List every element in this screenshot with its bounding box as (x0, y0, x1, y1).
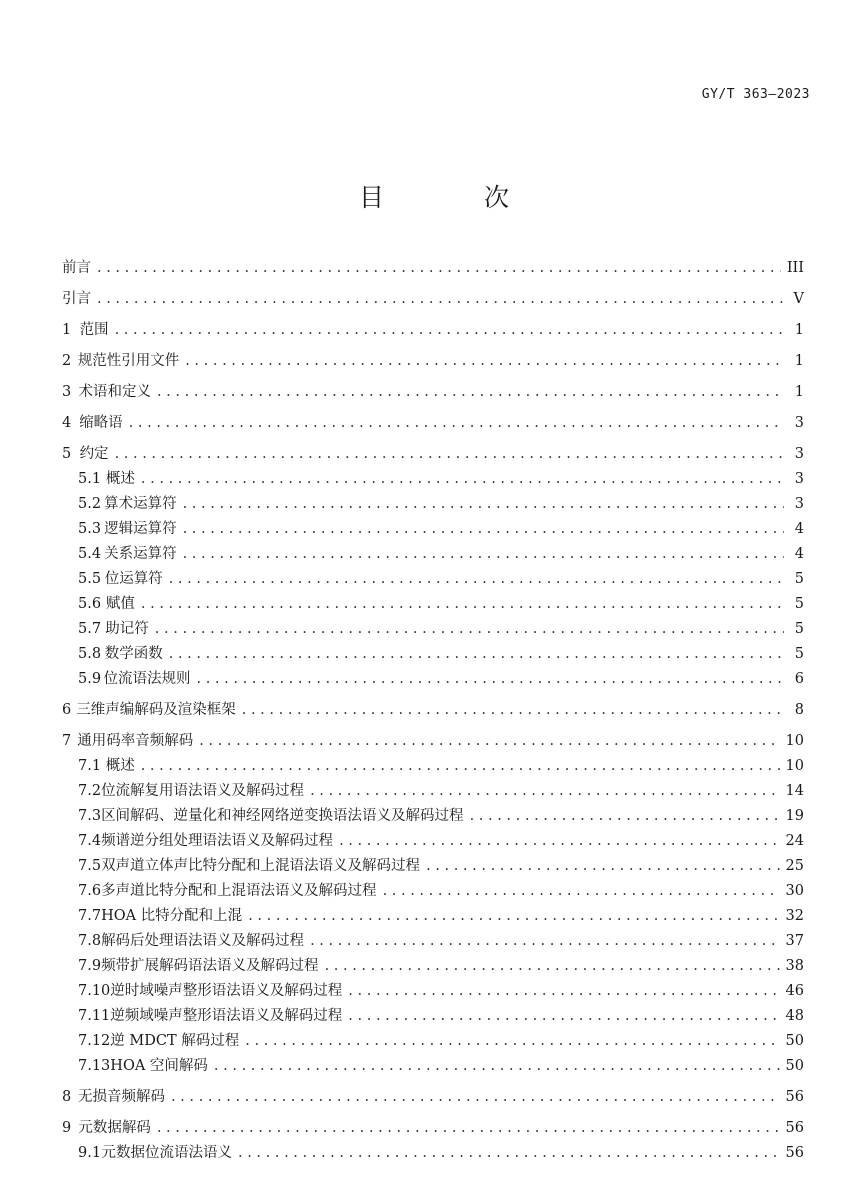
toc-entry[interactable] (62, 667, 804, 692)
toc-entry-page: 38 (785, 958, 804, 974)
toc-entry[interactable] (62, 442, 804, 467)
toc-entry[interactable] (62, 1141, 804, 1166)
table-of-contents (62, 256, 804, 1166)
toc-entry-page: 25 (785, 858, 804, 874)
dot-leader (155, 617, 784, 642)
toc-entry-number: 5 (62, 446, 72, 462)
toc-entry-label: 前言 (62, 260, 91, 276)
toc-entry[interactable] (62, 904, 804, 929)
toc-entry-label: 逆时域噪声整形语法语义及解码过程 (110, 983, 343, 999)
dot-leader (157, 1116, 780, 1141)
toc-entry-label: 缩略语 (79, 415, 123, 431)
dot-leader (183, 517, 784, 542)
toc-entry[interactable] (62, 542, 804, 567)
toc-entry[interactable] (62, 879, 804, 904)
dot-leader (141, 467, 784, 492)
toc-entry-number: 5.2 (78, 496, 102, 512)
toc-entry[interactable] (62, 467, 804, 492)
dot-leader (115, 318, 784, 343)
toc-entry-page: 48 (785, 1008, 804, 1024)
dot-leader (214, 1054, 780, 1079)
toc-entry-label: 频带扩展解码语法语义及解码过程 (101, 958, 319, 974)
toc-entry-page: 3 (794, 471, 804, 487)
dot-leader (141, 592, 784, 617)
dot-leader (339, 829, 779, 854)
toc-entry-label: 逻辑运算符 (104, 521, 177, 537)
toc-entry-number: 7 (62, 733, 72, 749)
toc-entry-label: 数学函数 (104, 646, 163, 662)
dot-leader (169, 642, 784, 667)
toc-entry[interactable] (62, 318, 804, 343)
toc-entry-number: 7.11 (78, 1008, 111, 1024)
toc-entry[interactable] (62, 954, 804, 979)
toc-entry-label: 通用码率音频解码 (77, 733, 194, 749)
toc-entry[interactable] (62, 979, 804, 1004)
toc-entry-page: 5 (794, 571, 804, 587)
dot-leader (141, 754, 780, 779)
toc-entry-number: 7.2 (78, 783, 102, 799)
toc-entry-label: 逆 MDCT 解码过程 (110, 1033, 240, 1049)
toc-entry-number: 8 (62, 1089, 72, 1105)
toc-entry[interactable] (62, 642, 804, 667)
toc-entry-number: 7.12 (78, 1033, 111, 1049)
toc-entry[interactable] (62, 1004, 804, 1029)
toc-entry-page: 24 (785, 833, 804, 849)
dot-leader (97, 287, 784, 312)
toc-entry-label: HOA 空间解码 (110, 1058, 208, 1074)
toc-entry[interactable] (62, 411, 804, 436)
dot-leader (238, 1141, 780, 1166)
toc-entry-page: 56 (785, 1089, 804, 1105)
toc-entry[interactable] (62, 854, 804, 879)
toc-entry[interactable] (62, 929, 804, 954)
dot-leader (310, 929, 779, 954)
toc-entry[interactable] (62, 1116, 804, 1141)
toc-entry-number: 5.4 (78, 546, 102, 562)
toc-entry-page: 5 (794, 621, 804, 637)
dot-leader (157, 380, 784, 405)
dot-leader (199, 729, 779, 754)
toc-entry-page: 3 (794, 496, 804, 512)
toc-entry-page: 50 (785, 1033, 804, 1049)
toc-entry-page: 56 (785, 1145, 804, 1161)
toc-entry-page: 37 (785, 933, 804, 949)
dot-leader (171, 1085, 780, 1110)
toc-entry-number: 7.4 (78, 833, 102, 849)
toc-entry-number: 5.5 (78, 571, 102, 587)
dot-leader (185, 349, 784, 374)
toc-entry-page: 50 (785, 1058, 804, 1074)
dot-leader (245, 1029, 779, 1054)
toc-entry-number: 7.3 (78, 808, 102, 824)
toc-entry[interactable] (62, 729, 804, 754)
toc-entry[interactable] (62, 256, 804, 281)
toc-entry[interactable] (62, 517, 804, 542)
toc-entry-number: 3 (62, 384, 72, 400)
dot-leader (348, 1004, 779, 1029)
toc-entry-number: 7.7 (78, 908, 102, 924)
toc-entry[interactable] (62, 779, 804, 804)
toc-entry-number: 2 (62, 353, 72, 369)
dot-leader (197, 667, 785, 692)
toc-entry-label: 术语和定义 (78, 384, 151, 400)
toc-entry-label: 多声道比特分配和上混语法语义及解码过程 (101, 883, 377, 899)
toc-entry[interactable] (62, 829, 804, 854)
toc-entry-label: 逆频域噪声整形语法语义及解码过程 (110, 1008, 343, 1024)
toc-entry-number: 5.6 (78, 596, 102, 612)
toc-entry[interactable] (62, 804, 804, 829)
toc-entry-page: 6 (794, 671, 804, 687)
toc-entry-page: 32 (785, 908, 804, 924)
toc-entry-label: 区间解码、逆量化和神经网络逆变换语法语义及解码过程 (101, 808, 464, 824)
toc-entry-page: III (786, 260, 804, 276)
toc-entry-page: 5 (794, 646, 804, 662)
toc-entry-page: 1 (794, 384, 804, 400)
toc-entry-number: 7.5 (78, 858, 102, 874)
toc-entry-page: 8 (794, 702, 804, 718)
toc-entry-label: 位流语法规则 (103, 671, 191, 687)
toc-entry-label: 元数据位流语法语义 (101, 1145, 232, 1161)
toc-entry-label: 范围 (79, 322, 109, 338)
toc-entry-label: 关系运算符 (104, 546, 177, 562)
dot-leader (470, 804, 780, 829)
toc-entry-label: 双声道立体声比特分配和上混语法语义及解码过程 (101, 858, 421, 874)
toc-entry-label: 引言 (62, 291, 91, 307)
toc-entry[interactable] (62, 380, 804, 405)
dot-leader (242, 698, 784, 723)
dot-leader (310, 779, 779, 804)
toc-entry-number: 5.8 (78, 646, 102, 662)
toc-entry[interactable] (62, 592, 804, 617)
toc-entry[interactable] (62, 567, 804, 592)
toc-entry-page: 1 (794, 322, 804, 338)
toc-entry-page: 3 (794, 446, 804, 462)
dot-leader (325, 954, 780, 979)
toc-entry-page: 14 (785, 783, 804, 799)
toc-entry-page: 30 (785, 883, 804, 899)
toc-entry-page: 4 (794, 546, 804, 562)
dot-leader (169, 567, 784, 592)
toc-entry-label: 无损音频解码 (77, 1089, 165, 1105)
toc-entry-label: 解码后处理语法语义及解码过程 (101, 933, 305, 949)
toc-entry-page: 10 (785, 733, 804, 749)
toc-entry-page: 10 (785, 758, 804, 774)
toc-entry[interactable] (62, 1085, 804, 1110)
toc-entry-label: 频谱逆分组处理语法语义及解码过程 (101, 833, 334, 849)
dot-leader (348, 979, 779, 1004)
toc-entry-page: V (793, 291, 804, 307)
toc-entry-number: 9 (62, 1120, 72, 1136)
dot-leader (383, 879, 780, 904)
toc-entry-label: 三维声编解码及渲染框架 (76, 702, 236, 718)
dot-leader (97, 256, 781, 281)
toc-entry-number: 5.3 (78, 521, 102, 537)
toc-entry-page: 4 (794, 521, 804, 537)
toc-entry-number: 7.10 (78, 983, 111, 999)
toc-entry-page: 5 (794, 596, 804, 612)
toc-entry[interactable] (62, 492, 804, 517)
toc-entry-label: HOA 比特分配和上混 (101, 908, 243, 924)
toc-entry-number: 5.7 (78, 621, 102, 637)
page-title: 目 次 (359, 183, 555, 212)
toc-entry-number: 4 (62, 415, 72, 431)
dot-leader (183, 492, 784, 517)
toc-entry-label: 算术运算符 (104, 496, 177, 512)
toc-entry-page: 19 (785, 808, 804, 824)
toc-entry-label: 赋值 (105, 596, 135, 612)
toc-entry-number: 7.9 (78, 958, 102, 974)
dot-leader (115, 442, 784, 467)
toc-entry-label: 约定 (79, 446, 109, 462)
toc-entry-number: 6 (62, 702, 72, 718)
toc-entry[interactable] (62, 617, 804, 642)
toc-entry-number: 5.1 (78, 471, 102, 487)
toc-entry[interactable] (62, 754, 804, 779)
toc-entry-number: 7.13 (78, 1058, 111, 1074)
toc-entry-page: 46 (785, 983, 804, 999)
toc-entry-label: 位流解复用语法语义及解码过程 (101, 783, 305, 799)
toc-entry-page: 3 (794, 415, 804, 431)
toc-entry[interactable] (62, 1054, 804, 1079)
toc-entry-number: 1 (62, 322, 72, 338)
toc-entry-number: 7.8 (78, 933, 102, 949)
dot-leader (426, 854, 779, 879)
dot-leader (183, 542, 784, 567)
toc-entry-number: 9.1 (78, 1145, 102, 1161)
toc-entry-label: 概述 (105, 471, 135, 487)
dot-leader (129, 411, 784, 436)
toc-entry-label: 元数据解码 (78, 1120, 151, 1136)
toc-entry-label: 助记符 (105, 621, 149, 637)
toc-entry-number: 5.9 (78, 671, 102, 687)
toc-entry[interactable] (62, 349, 804, 374)
toc-entry[interactable] (62, 1029, 804, 1054)
dot-leader (248, 904, 779, 929)
toc-entry-label: 概述 (105, 758, 135, 774)
toc-entry[interactable] (62, 287, 804, 312)
toc-entry[interactable] (62, 698, 804, 723)
toc-entry-page: 1 (794, 353, 804, 369)
toc-entry-label: 规范性引用文件 (77, 353, 180, 369)
toc-entry-number: 7.1 (78, 758, 102, 774)
toc-entry-page: 56 (785, 1120, 804, 1136)
standard-number: GY/T 363—2023 (701, 87, 810, 102)
toc-entry-label: 位运算符 (104, 571, 163, 587)
toc-entry-number: 7.6 (78, 883, 102, 899)
